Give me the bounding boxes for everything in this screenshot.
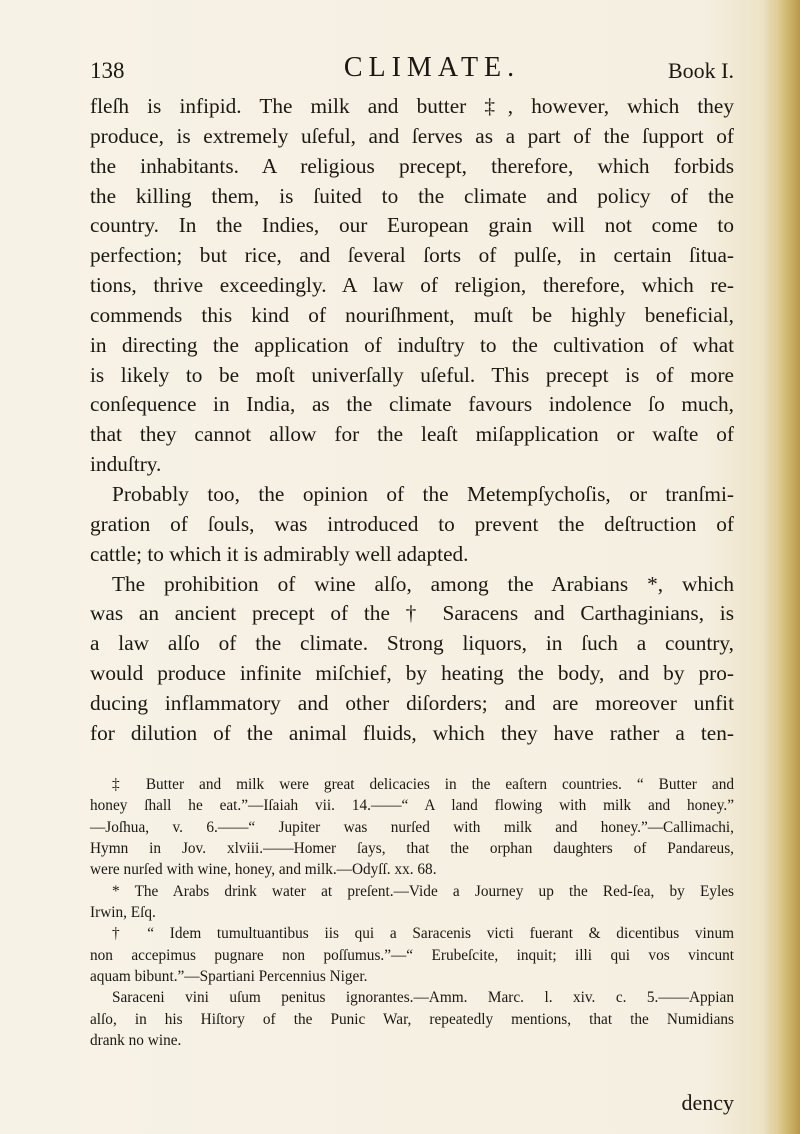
footnote-line: drank no wine. xyxy=(90,1032,182,1050)
footnote-line: were nurſed with wine, honey, and milk.—Odyſſ. xx. 68. xyxy=(90,861,437,879)
footnote-line: non accepimus pugnare non poſſumus.”—“ Erubeſcite, inquit; illi qui vos vincunt xyxy=(90,946,734,964)
text-line: was an ancient precept of the † Saracens and Carthaginians, is xyxy=(90,601,734,626)
text-line: the inhabitants. A religious precept, therefore, which forbids xyxy=(90,153,734,178)
text-line: conſequence in India, as the climate favours indolence ſo much, xyxy=(90,392,734,417)
footnote-line: alſo, in his Hiſtory of the Punic War, repeatedly mentions, that the Numidians xyxy=(90,1010,734,1028)
text-line: Probably too, the opinion of the Metempſychoſis, or tranſmi- xyxy=(112,481,734,506)
text-line: that they cannot allow for the leaſt miſapplication or waſte of xyxy=(90,422,734,447)
text-line: would produce infinite miſchief, by heating the body, and by pro- xyxy=(90,661,734,686)
text-line: a law alſo of the climate. Strong liquors, in ſuch a country, xyxy=(90,631,734,656)
text-line: fleſh is infipid. The milk and butter ‡, however, which they xyxy=(90,94,734,118)
text-line: perfection; but rice, and ſeveral ſorts of pulſe, in certain ſitua- xyxy=(90,243,734,268)
footnote-line: Hymn in Jov. xlviii.——Homer ſays, that the orphan daughters of Pandareus, xyxy=(90,840,734,858)
text-line: the killing them, is ſuited to the climate and policy of the xyxy=(90,183,734,208)
text-line: for dilution of the animal fluids, which they have rather a ten- xyxy=(90,720,734,745)
text-line: produce, is extremely uſeful, and ſerves as a part of the ſupport of xyxy=(90,123,734,148)
footnote-line: —Joſhua, v. 6.——“ Jupiter was nurſed with milk and honey.”—Callimachi, xyxy=(90,818,734,836)
text-line: tions, thrive exceedingly. A law of religion, therefore, which re- xyxy=(90,273,734,298)
catchword: dency xyxy=(681,1090,734,1115)
text-line: is likely to be moſt univerſally uſeful. This precept is of more xyxy=(90,362,734,387)
footnote-line: † “ Idem tumultuantibus iis qui a Saracenis victi fuerant & dicentibus vinum xyxy=(112,925,734,943)
running-title: CLIMATE. xyxy=(343,52,521,83)
text-line: commends this kind of nouriſhment, muſt be highly beneficial, xyxy=(90,302,734,327)
text-line: country. In the Indies, our European grain will not come to xyxy=(90,213,734,238)
text-line: in directing the application of induſtry to the cultivation of what xyxy=(90,332,734,357)
page-edge-shadow xyxy=(764,0,800,1134)
main-text xyxy=(90,92,734,749)
book-reference: Book I. xyxy=(668,58,734,83)
page-header xyxy=(90,52,734,86)
footnote-line: * The Arabs drink water at preſent.—Vide a Journey up the Red-ſea, by Eyles xyxy=(112,882,734,900)
text-line: ducing inflammatory and other diſorders; and are moreover unfit xyxy=(90,690,734,715)
footnote-line: honey ſhall he eat.”—Iſaiah vii. 14.——“ A land flowing with milk and honey.” xyxy=(90,797,734,815)
page-number: 138 xyxy=(90,58,125,83)
footnotes xyxy=(90,774,734,1051)
text-line: cattle; to which it is admirably well adapted. xyxy=(90,541,469,566)
footnote-line: Irwin, Eſq. xyxy=(90,904,156,922)
text-line: induſtry. xyxy=(90,452,162,477)
footnote-line: Saraceni vini uſum penitus ignorantes.—Amm. Marc. l. xiv. c. 5.——Appian xyxy=(112,989,734,1007)
text-line: gration of ſouls, was introduced to prevent the deſtruction of xyxy=(90,511,734,536)
text-line: The prohibition of wine alſo, among the Arabians *, which xyxy=(112,571,734,596)
footnote-line: aquam bibunt.”—Spartiani Percennius Niger. xyxy=(90,968,368,986)
footnote-line: ‡ Butter and milk were great delicacies in the eaſtern countries. “ Butter and xyxy=(112,776,734,793)
